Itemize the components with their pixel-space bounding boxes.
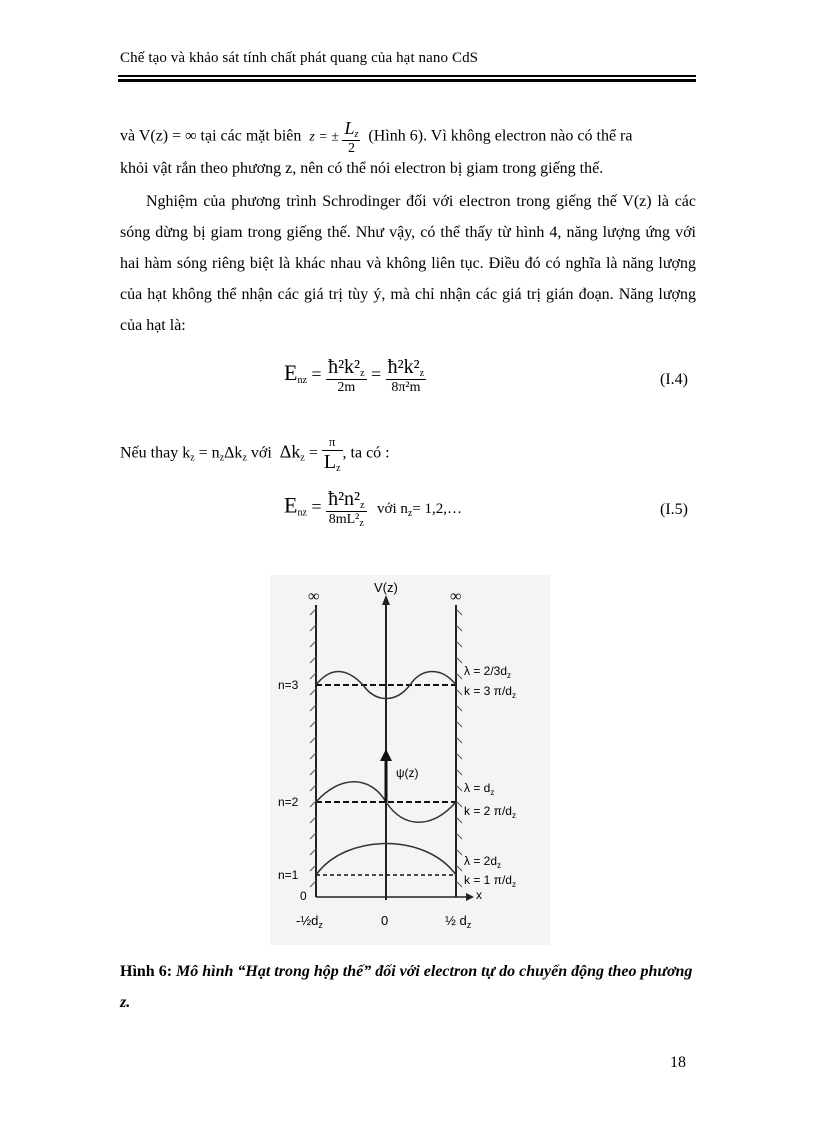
k-n2: k = 2 $\pi/d_z$ — [464, 804, 516, 820]
substitution-line — [120, 434, 390, 474]
bottom-mid-label: 0 — [381, 913, 389, 928]
equation-i5 — [284, 488, 462, 529]
eq1-num2-sub: z — [419, 368, 425, 379]
eq2-den: 8mL² — [328, 512, 360, 527]
eq1-den2: 8π²m — [391, 380, 421, 395]
subst-text-c: Δk — [224, 444, 243, 462]
caption-text: Mô hình “Hạt trong hộp thế” đối với electron tự do chuyển động theo phương z. — [120, 963, 693, 1011]
delta-k-den-sub: z — [336, 463, 341, 474]
label-n3: n=3 — [278, 678, 299, 692]
eq2-den-sub: z — [359, 518, 364, 529]
label-n1: n=1 — [278, 868, 299, 882]
boundary-num: L — [344, 118, 355, 138]
eq1-num1: ħ²k² — [328, 356, 361, 378]
eq2-num: ħ²n² — [328, 488, 361, 510]
subst-c-sub: z — [242, 452, 247, 464]
equation-i4 — [284, 356, 426, 396]
running-header: Chế tạo và khảo sát tính chất phát quang của hạt nano CdS — [120, 50, 479, 66]
subst-b-sub: z — [219, 452, 225, 464]
page-number: 18 — [670, 1054, 686, 1071]
subst-text-e: , ta có : — [342, 444, 390, 462]
lambda-n3: $\lambda = 2/3d_z$ — [464, 664, 512, 680]
bottom-right-label: ½ $d_z$ — [445, 913, 472, 930]
eq2-num-sub: z — [360, 500, 365, 511]
x-label: x — [476, 888, 482, 902]
eq2-equals: = — [311, 496, 322, 517]
boundary-lhs: z = ± — [309, 129, 339, 145]
para1-text-a: và V(z) = ∞ tại các mặt biên — [120, 127, 302, 145]
figure-svg — [270, 575, 550, 945]
eq2-tail-b: = 1,2,… — [412, 500, 463, 517]
figure-background — [270, 575, 550, 945]
eq1-lhs: E — [284, 360, 298, 386]
k-n1: k = 1 $\pi/d_z$ — [464, 873, 516, 889]
infinity-left: ∞ — [308, 588, 320, 605]
para1-line2: khỏi vật rắn theo phương z, nên có thể nói electron bị giam trong giếng thế. — [120, 160, 604, 177]
delta-k-formula: $\Delta k_z$ = $\frac{\pi}{L_z}$ — [279, 434, 341, 474]
eq2-tail: với n — [377, 500, 408, 517]
lambda-n1: $\lambda = 2d_z$ — [464, 854, 502, 870]
header-rule-thin — [118, 75, 696, 77]
header-rule-thick — [118, 79, 696, 82]
eq2-lhs-sub: nz — [297, 507, 307, 519]
label-n2: n=2 — [278, 795, 299, 809]
subst-text-d: với — [246, 444, 272, 462]
boundary-den: 2 — [347, 141, 355, 156]
para2: Nghiệm của phương trình Schrodinger đối với electron trong giếng thế V(z) là các sóng dừng bị giam trong giếng thế. Như vậy, có thể thấy từ hình 4, năng lượng ứng với hai hàm sóng riêng biệt là khác nhau và không liên tục. Điều đó có nghĩa là năng lượng của hạt không thể nhận các giá trị tùy ý, mà chỉ nhận các giá trị gián đoạn. Năng lượng của hạt là: — [120, 193, 696, 334]
subst-text-a: Nếu thay k — [120, 444, 191, 462]
eq1-num2: ħ²k² — [387, 356, 420, 378]
delta-k-lhs: Δk — [279, 441, 301, 462]
boundary-num-sub: z — [354, 129, 359, 140]
boundary-formula — [309, 118, 360, 157]
lambda-n2: $\lambda = d_z$ — [464, 781, 495, 797]
delta-k-den: L — [323, 451, 337, 473]
eq1-equals-1: = — [311, 364, 322, 385]
caption-label: Hình 6: — [120, 963, 173, 980]
para1-line1 — [120, 118, 632, 157]
figure-caption — [120, 956, 696, 1018]
equation-number-i4: (I.4) — [660, 371, 688, 388]
eq2-lhs: E — [284, 492, 298, 518]
eq2-tail-sub: z — [407, 507, 413, 519]
delta-k-lhs-sub: z — [300, 452, 305, 464]
equation-number-i5: (I.5) — [660, 501, 688, 518]
eq1-num1-sub: z — [360, 368, 365, 379]
psi-label: ψ(z) — [396, 766, 419, 780]
v-label: V(z) — [374, 580, 398, 595]
infinity-right: ∞ — [450, 588, 462, 605]
eq1-lhs-sub: nz — [297, 375, 307, 387]
label-zero-level: 0 — [300, 889, 307, 903]
eq1-den1: 2m — [337, 380, 356, 395]
k-n3: k = 3 $\pi/d_z$ — [464, 684, 516, 700]
delta-k-num: π — [322, 434, 343, 451]
eq1-equals-2: = — [371, 364, 382, 385]
subst-text-b: = n — [194, 444, 220, 462]
bottom-left-label: $-\frac{1}{2}d_z$ — [296, 913, 323, 930]
particle-in-box-figure — [270, 575, 550, 945]
subst-a-sub: z — [190, 452, 195, 464]
para1-text-b: (Hình 6). Vì không electron nào có thể ra — [368, 127, 633, 145]
